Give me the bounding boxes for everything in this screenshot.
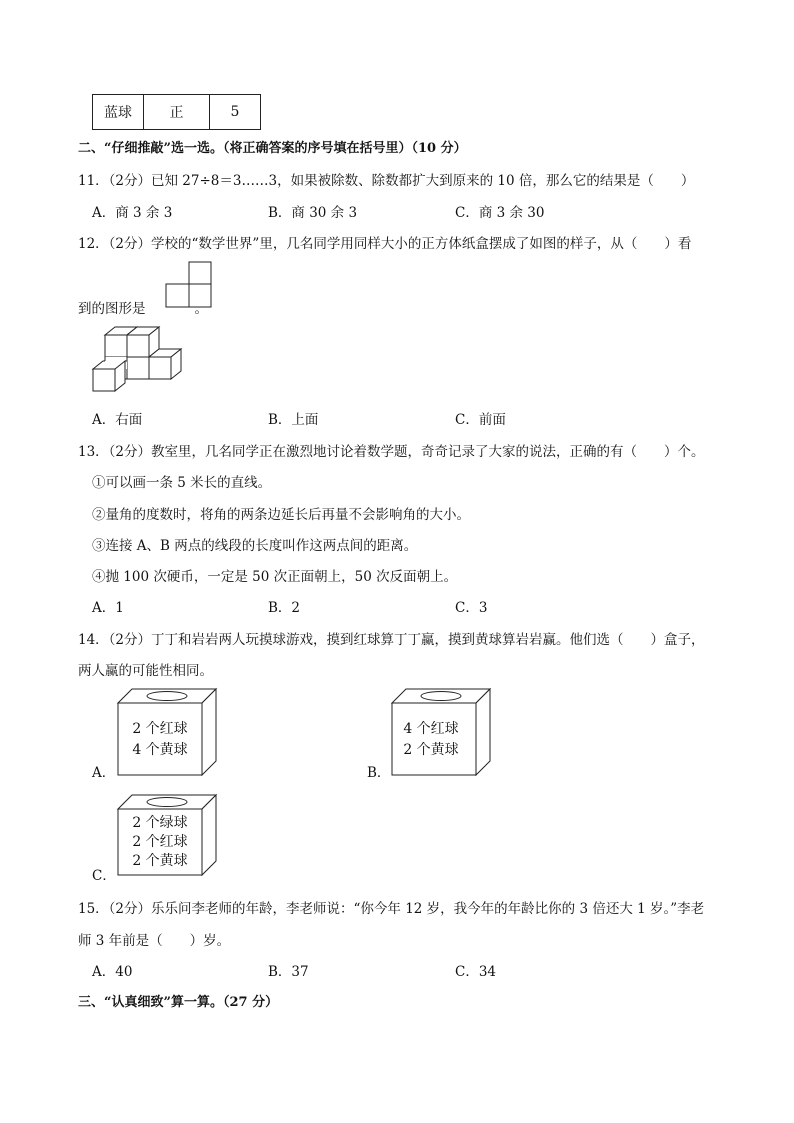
view-figure — [165, 261, 215, 309]
question-stem-line2: 两人赢的可能性相同。 — [78, 663, 213, 679]
option-c: C．3 — [455, 600, 488, 616]
option-a: A．1 — [92, 600, 124, 616]
section-title: 三、“认真细致”算一算。（27 分） — [78, 995, 279, 1010]
option-b: B．商 30 余 3 — [268, 205, 358, 221]
option-b: B．37 — [268, 964, 309, 980]
option-a: A．商 3 余 3 — [92, 205, 173, 221]
box-a-line: 2 个红球 — [132, 721, 188, 737]
question-stem: 14．（2分）丁丁和岩岩两人玩摸球游戏，摸到红球算丁丁赢，摸到黄球算岩岩赢。他们选（ ）盒子， — [78, 632, 705, 648]
statement-1: ①可以画一条 5 米长的直线。 — [92, 475, 272, 491]
option-b: B． — [367, 765, 391, 781]
option-a: A． — [92, 765, 116, 781]
box-a-line: 4 个黄球 — [132, 742, 188, 758]
box-c-line: 2 个红球 — [132, 834, 188, 850]
table-cell-count: 5 — [210, 95, 261, 130]
stem-suffix: 。 — [194, 301, 208, 317]
box-b-line: 2 个黄球 — [403, 742, 459, 758]
question-stem-line2: 师 3 年前是（ ）岁。 — [78, 933, 231, 949]
option-c: C．前面 — [455, 412, 506, 428]
tally-table — [92, 94, 261, 130]
option-c: C． — [92, 868, 116, 884]
statement-2: ②量角的度数时，将角的两条边延长后再量不会影响角的大小。 — [92, 507, 470, 523]
option-a: A．40 — [92, 964, 133, 980]
question-stem: 12．（2分）学校的“数学世界”里，几名同学用同样大小的正方体纸盒摆成了如图的样子，从（ ）看 — [78, 236, 692, 252]
stem-prefix: 到的图形是 — [78, 301, 146, 317]
table-row — [93, 95, 261, 130]
box-a-content — [118, 719, 202, 761]
box-c-content — [118, 814, 202, 871]
option-b: B．2 — [268, 600, 301, 616]
table-cell-tally: 正 — [144, 95, 210, 130]
question-stem: 13．（2分）教室里，几名同学正在激烈地讨论着数学题，奇奇记录了大家的说法，正确的有（ ）个。 — [78, 444, 705, 460]
option-c: C．34 — [455, 964, 497, 980]
box-b-content — [389, 719, 473, 761]
option-c: C．商 3 余 30 — [455, 205, 545, 221]
statement-3: ③连接 A、B 两点的线段的长度叫作这两点间的距离。 — [92, 538, 418, 554]
box-c-line: 2 个黄球 — [132, 853, 188, 869]
cube-stack-figure — [93, 325, 185, 393]
option-a: A．右面 — [92, 412, 143, 428]
statement-4: ④抛 100 次硬币，一定是 50 次正面朝上，50 次反面朝上。 — [92, 569, 458, 585]
box-c-line: 2 个绿球 — [132, 815, 188, 831]
question-stem: 15．（2分）乐乐问李老师的年龄，李老师说：“你今年 12 岁，我今年的年龄比你的 3 倍还大 1 岁。”李老 — [78, 901, 705, 917]
box-b-line: 4 个红球 — [403, 721, 459, 737]
question-stem: 11．（2分）已知 27÷8＝3……3，如果被除数、除数都扩大到原来的 10 倍，那么它的结果是（ ） — [78, 173, 695, 189]
table-cell-item: 蓝球 — [93, 95, 144, 130]
option-b: B．上面 — [268, 412, 319, 428]
section-title: 二、“仔细推敲”选一选。（将正确答案的序号填在括号里）（10 分） — [78, 141, 467, 156]
